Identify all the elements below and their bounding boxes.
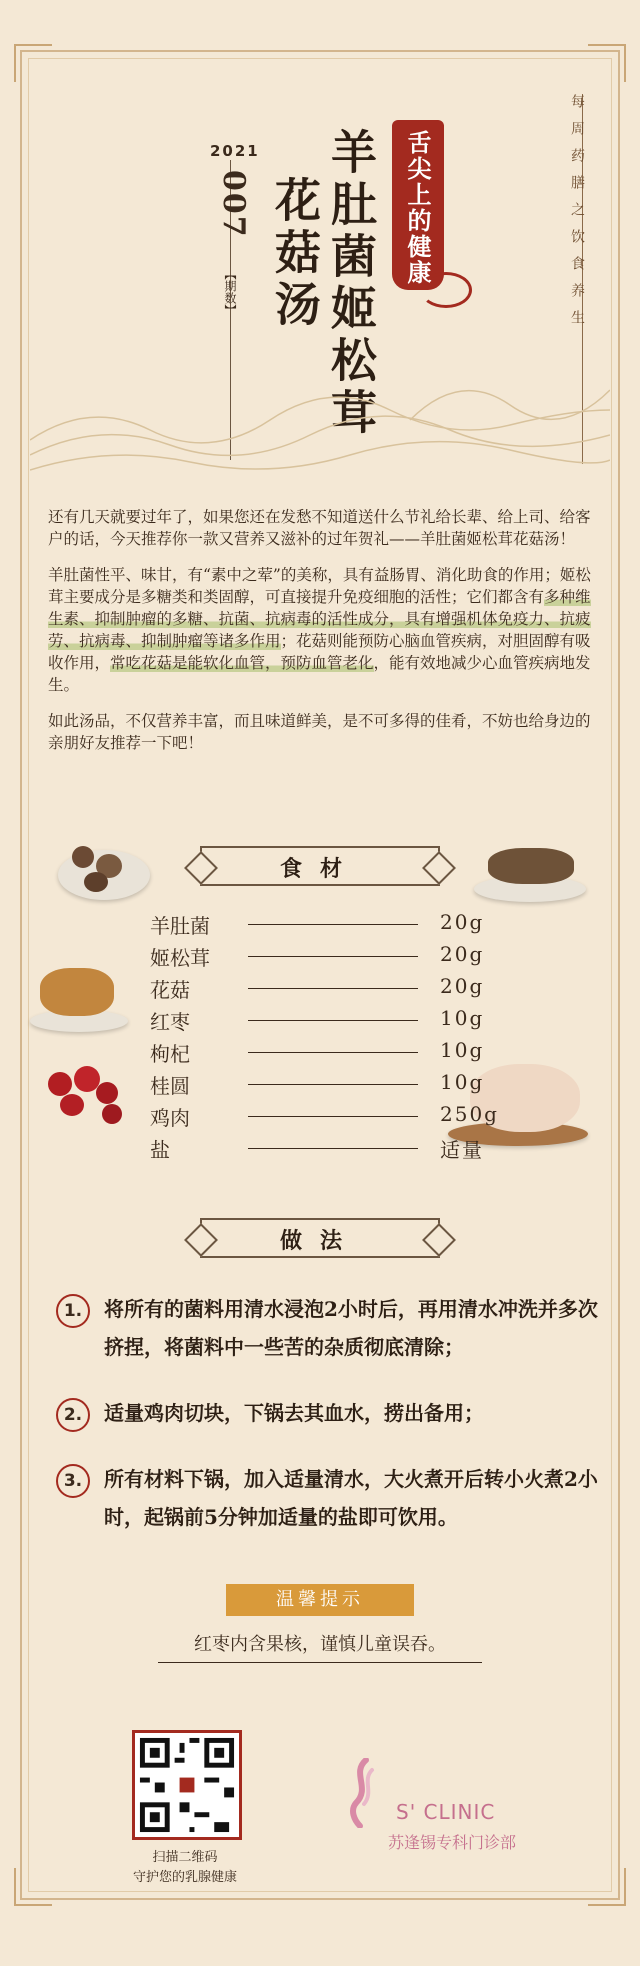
leader-line <box>248 1020 418 1021</box>
ingredient-name: 红枣 <box>150 1010 190 1034</box>
shiitake-image <box>72 846 94 868</box>
ingredient-amount: 20g <box>440 974 485 998</box>
ingredient-list <box>150 908 500 1164</box>
ingredient-name: 姬松茸 <box>150 946 210 970</box>
red-date-image <box>60 1094 84 1116</box>
swirl-ornament-icon <box>420 272 472 308</box>
list-item <box>150 972 500 1004</box>
ingredient-name: 花菇 <box>150 978 190 1002</box>
header <box>0 0 640 460</box>
ingredient-name: 桂圆 <box>150 1074 190 1098</box>
issue-number: 007 <box>216 170 251 239</box>
step-number-badge: 3. <box>56 1464 90 1498</box>
step-text: 适量鸡肉切块，下锅去其血水，捞出备用； <box>104 1401 484 1425</box>
list-item <box>150 1132 500 1164</box>
leader-line <box>248 1116 418 1117</box>
issue-label: 【期数】 <box>223 268 237 316</box>
red-date-image <box>48 1072 72 1096</box>
heading-text: 做法 <box>279 1228 360 1254</box>
list-item <box>150 1068 500 1100</box>
list-item <box>56 1460 616 1536</box>
intro-text <box>48 506 596 768</box>
ingredient-name: 羊肚菌 <box>150 914 210 938</box>
tip-label: 温馨提示 <box>226 1584 414 1616</box>
intro-paragraph: 如此汤品，不仅营养丰富，而且味道鲜美，是不可多得的佳肴，不妨也给身边的亲朋好友推荐一下吧！ <box>48 712 591 752</box>
morel-image <box>488 848 574 884</box>
qr-caption-line2: 守护您的乳腺健康 <box>132 1870 237 1885</box>
highlighted-text: 多种维生素、抑制肿瘤的多糖、抗菌、抗病毒的活性成分，具有增强机体免疫力、抗疲劳、抗病毒、抑制肿瘤等诸多作用 <box>48 588 591 650</box>
ingredient-name: 枸杞 <box>150 1042 190 1066</box>
ingredient-amount: 250g <box>440 1102 499 1126</box>
list-item <box>150 1004 500 1036</box>
qr-caption-line1: 扫描二维码 <box>152 1850 218 1865</box>
qr-caption <box>100 1848 270 1888</box>
shiitake-image <box>84 872 108 892</box>
heading-text: 食材 <box>279 856 360 882</box>
ingredient-amount: 10g <box>440 1038 485 1062</box>
red-date-image <box>102 1104 122 1124</box>
ingredient-name: 鸡肉 <box>150 1106 190 1130</box>
highlighted-text: 常吃花菇是能软化血管，预防血管老化 <box>110 654 374 672</box>
leader-line <box>248 956 418 957</box>
tip-underline <box>158 1662 482 1663</box>
clinic-logo-icon <box>346 1758 376 1828</box>
series-name: 每周药膳之饮食养生 <box>569 94 585 337</box>
frame-corner-ornament <box>14 1868 52 1906</box>
method-steps <box>56 1290 616 1564</box>
ingredients-heading <box>200 846 440 886</box>
list-item <box>56 1290 616 1366</box>
seal-text: 舌尖上的健康 <box>403 130 432 286</box>
frame-corner-ornament <box>588 1868 626 1906</box>
step-number-badge: 1. <box>56 1294 90 1328</box>
mountain-line-art <box>30 350 610 480</box>
ingredient-amount: 适量 <box>440 1138 484 1162</box>
intro-paragraph <box>48 564 596 696</box>
leader-line <box>248 1052 418 1053</box>
leader-line <box>248 1148 418 1149</box>
step-text: 所有材料下锅，加入适量清水，大火煮开后转小火煮2小时，起锅前5分钟加适量的盐即可饮用。 <box>104 1467 598 1529</box>
clinic-logo-text: S' CLINIC <box>396 1800 496 1824</box>
page-title: 羊肚菌姬松茸 <box>324 128 378 440</box>
method-heading <box>200 1218 440 1258</box>
text-segment: ；花菇则能预防心脑血管疾病，对胆固醇有吸收作用， <box>48 632 591 672</box>
list-item <box>150 908 500 940</box>
ingredient-name: 盐 <box>150 1138 170 1162</box>
qr-code-icon[interactable] <box>132 1730 242 1840</box>
agaricus-image <box>40 968 114 1016</box>
clinic-name: 苏逢锡专科门诊部 <box>388 1833 517 1852</box>
issue-year: 2021 <box>210 142 260 160</box>
leader-line <box>248 1084 418 1085</box>
step-text: 将所有的菌料用清水浸泡2小时后，再用清水冲洗并多次挤捏，将菌料中一些苦的杂质彻底清除； <box>104 1297 598 1359</box>
red-date-image <box>96 1082 118 1104</box>
ingredient-amount: 20g <box>440 942 485 966</box>
text-segment: ，能有效地减少心血管疾病地发生。 <box>48 654 591 694</box>
leader-line <box>248 924 418 925</box>
intro-paragraph: 还有几天就要过年了，如果您还在发愁不知道送什么节礼给长辈、给上司、给客户的话，今天推荐你一款又营养又滋补的过年贺礼——羊肚菌姬松茸花菇汤！ <box>48 508 591 548</box>
list-item <box>150 1100 500 1132</box>
list-item <box>150 940 500 972</box>
ingredient-amount: 20g <box>440 910 485 934</box>
step-number-badge: 2. <box>56 1398 90 1432</box>
page-title-line2: 花菇汤 <box>268 176 322 332</box>
ingredient-amount: 10g <box>440 1070 485 1094</box>
leader-line <box>248 988 418 989</box>
list-item <box>56 1394 616 1432</box>
tip-text: 红枣内含果核，谨慎儿童误吞。 <box>194 1634 446 1655</box>
text-segment: 羊肚菌性平、味甘，有“素中之荤”的美称，具有益肠胃、消化助食的作用；姬松茸主要成分是多糖类和类固醇，可直接提升免疫细胞的活性；它们都含有 <box>48 566 591 606</box>
ingredient-amount: 10g <box>440 1006 485 1030</box>
list-item <box>150 1036 500 1068</box>
